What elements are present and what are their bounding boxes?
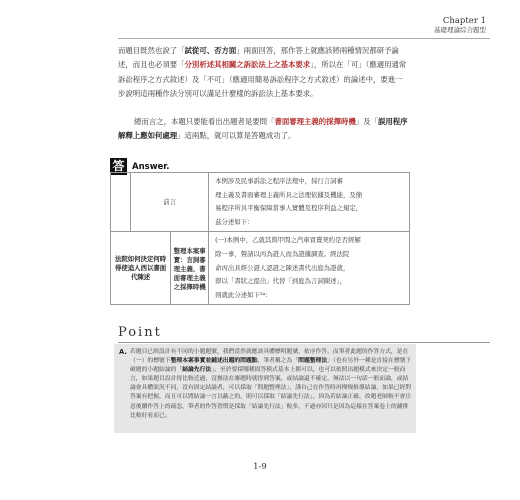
paragraph-1	[118, 44, 408, 101]
point-title: Point	[118, 325, 162, 340]
page-number: 1-9	[253, 462, 267, 472]
header-rule	[118, 38, 490, 39]
p1-highlight-1: 試從可、否方面	[184, 46, 237, 55]
preface-line: 茲分述如下：	[215, 217, 254, 226]
page-header	[434, 16, 486, 35]
p2-text-1: 總而言之，本題只要能看出出題者是要問「	[134, 117, 275, 126]
point-segment: 」（也有另外一種是直接在標號下破題的小題結論的「	[130, 358, 412, 374]
answer-icon: 答	[110, 158, 127, 175]
preface-body	[209, 173, 410, 232]
p2-highlight-1: 書面審理主義的採擇時機	[274, 117, 356, 126]
p2-text-3: 」這兩點，就可以算是答題成功了。	[177, 131, 296, 141]
preface-line: 理主義及書面審理主義所具之法理依據及機能，及簡	[215, 190, 363, 199]
point-segment: 若題目已經設計有不同的小題題號，我們當然就應該具體標明題號，依序作答，而筆者此題的作答方式，是在（一）的標號下	[130, 349, 409, 365]
body-line: 除一事，聲請以丙為證人而為證據調查。經法院	[215, 249, 350, 258]
preface-row	[111, 173, 410, 232]
point-rule	[118, 342, 490, 343]
p1-text-3: 」，所以在「可」（應適用通常訴訟程序之方式敘述）及「不可」（應適用簡易訴訟程序之方式敘述）的論述中，要進一步說明這兩種作法分別可以滿足什麼樣的訴訟法上基本要求。	[118, 60, 407, 98]
section-body	[209, 232, 410, 305]
answer-table	[110, 172, 410, 305]
point-segment-bold: 問題整理法	[298, 358, 328, 365]
p2-text-2: 」及「	[355, 117, 378, 126]
body-line: 則就此分述如下⁵⁴：	[215, 290, 272, 299]
section-row	[111, 232, 410, 305]
p2-highlight-2: 誤用程序解釋上應如何處理	[118, 117, 408, 141]
section-label: 法院如何決定何時得使追人西以書面代陳述	[111, 232, 171, 305]
point-segment: 」。至於要採哪種固答模式基本上都可以，也可以依照出題模式來決定一般而言，如果題目設計得比較近過，沒辦法在審題時就得到答案，或結論還不確定，無法以一句話一般而論，或結論會具體狀況不同，沒有固定結論者，可以採取「問題整理法」，謹自己在作答時再慢慢推導結論，如果已經對答案有把握，而且可以將結論一言以蔽之的，則可以採取「結論先行法」，因為若結論正確，改題老師較不會注意後續作答上的疏忽，筆者的作答習慣是採取「結論先行法」較多，不過亦因只是因為這樣在答案卷上的舖排比較好看而已。	[130, 367, 412, 419]
preface-empty-cell	[111, 173, 131, 232]
point-text	[130, 348, 412, 421]
point-letter: A.	[119, 348, 127, 356]
preface-label: 前言	[131, 173, 209, 232]
body-line: 即以「書狀之提出」代替「到庭為言詞陳述」，	[215, 277, 347, 286]
section-heading: 整理本案事實：言詞審理主義、書面審理主義之採擇時機	[171, 232, 209, 305]
chapter-label: Chapter 1	[442, 16, 486, 26]
point-box	[114, 344, 416, 433]
p1-text-2: 」兩面回答，那作答上就應該將兩種情況都研予論述，而且也必須要「	[118, 46, 399, 70]
body-line: 命丙出具經公證人認證之陳述書代出庭為證就，	[215, 263, 350, 272]
point-segment-bold: 結論先行法	[182, 367, 212, 374]
preface-line: 易程序所具平衡保障當事人實體及程序利益之規定，	[215, 204, 363, 213]
p1-highlight-2: 分別析述其相關之訴訟法上之基本要求	[184, 60, 311, 70]
point-segment: ，筆者稱之為「	[257, 358, 299, 365]
body-line: (一)本例中，乙就其與甲間之汽車買賣契約是否經解	[215, 236, 361, 245]
chapter-subtitle: 基礎理論綜合題型	[434, 26, 486, 34]
preface-line: 本例涉及民事訴訟之程序法理中，採行言詞審	[215, 177, 343, 185]
point-segment-bold: 整理本案事實並鋪述出題的問題點	[170, 358, 258, 365]
paragraph-2	[118, 115, 408, 144]
p1-text-1: 而題目既然也說了「	[118, 46, 185, 55]
answer-label: Answer.	[132, 161, 170, 172]
